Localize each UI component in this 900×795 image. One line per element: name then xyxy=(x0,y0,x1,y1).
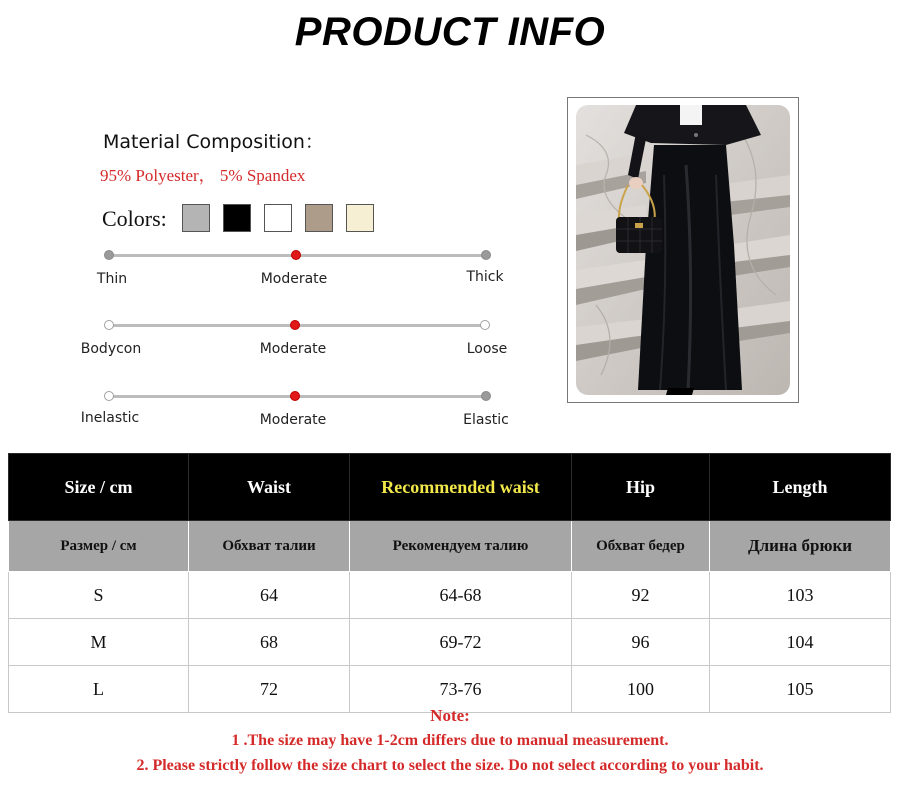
scale-dot-selected xyxy=(291,250,301,260)
scale-label-thick: Thick xyxy=(466,269,504,285)
cell-length: 103 xyxy=(710,572,891,619)
product-photo xyxy=(576,105,790,395)
table-row xyxy=(9,572,891,619)
header-length: Length xyxy=(710,454,891,521)
color-swatch-beige[interactable] xyxy=(346,204,374,232)
cell-waist: 64 xyxy=(189,572,350,619)
fit-scale xyxy=(0,324,560,384)
header-hip: Hip xyxy=(572,454,710,521)
elasticity-scale xyxy=(0,395,560,455)
color-swatch-white[interactable] xyxy=(264,204,292,232)
scale-dot-selected xyxy=(290,320,300,330)
subheader-size: Размер / см xyxy=(9,521,189,572)
page-title: PRODUCT INFO xyxy=(294,10,606,54)
scale-dot-right xyxy=(481,250,491,260)
cell-recommended-waist: 73-76 xyxy=(350,666,572,713)
color-swatches xyxy=(182,204,374,232)
scale-dot-left xyxy=(104,320,114,330)
cell-length: 104 xyxy=(710,619,891,666)
table-header-row xyxy=(9,454,891,521)
note-line-1: 1 .The size may have 1-2cm differs due to manual measurement. xyxy=(231,732,669,749)
color-swatch-black[interactable] xyxy=(223,204,251,232)
color-swatch-grey[interactable] xyxy=(182,204,210,232)
product-photo-frame xyxy=(567,97,799,403)
note-title: Note: xyxy=(430,706,470,725)
scale-dot-left xyxy=(104,391,114,401)
scale-dot-left xyxy=(104,250,114,260)
scale-label-loose: Loose xyxy=(466,341,508,357)
table-subheader-row xyxy=(9,521,891,572)
size-chart-table xyxy=(8,453,891,713)
cell-hip: 100 xyxy=(572,666,710,713)
color-swatch-khaki[interactable] xyxy=(305,204,333,232)
scale-dot-selected xyxy=(290,391,300,401)
cell-size: L xyxy=(9,666,189,713)
thickness-scale xyxy=(0,254,560,314)
header-waist: Waist xyxy=(189,454,350,521)
scale-label-thin: Thin xyxy=(96,271,128,287)
subheader-waist: Обхват талии xyxy=(189,521,350,572)
header-recommended-waist: Recommended waist xyxy=(350,454,572,521)
table-row xyxy=(9,619,891,666)
scale-label-moderate: Moderate xyxy=(260,271,328,287)
cell-hip: 96 xyxy=(572,619,710,666)
scale-dot-right xyxy=(481,391,491,401)
cell-hip: 92 xyxy=(572,572,710,619)
scale-label-moderate: Moderate xyxy=(259,412,327,428)
subheader-hip: Обхват бедер xyxy=(572,521,710,572)
scale-dot-right xyxy=(480,320,490,330)
cell-size: S xyxy=(9,572,189,619)
subheader-length: Длина брюки xyxy=(710,521,891,572)
header-size: Size / cm xyxy=(9,454,189,521)
scale-label-moderate: Moderate xyxy=(259,341,327,357)
colors-label: Colors: xyxy=(102,206,167,231)
cell-length: 105 xyxy=(710,666,891,713)
cell-recommended-waist: 69-72 xyxy=(350,619,572,666)
material-composition-value: 95% Polyester， 5% Spandex xyxy=(100,166,306,185)
subheader-recommended-waist: Рекомендуем талию xyxy=(350,521,572,572)
cell-size: M xyxy=(9,619,189,666)
note-line-2: 2. Please strictly follow the size chart to select the size. Do not select according to your habit. xyxy=(136,757,764,774)
scale-label-inelastic: Inelastic xyxy=(80,410,140,426)
cell-waist: 68 xyxy=(189,619,350,666)
cell-waist: 72 xyxy=(189,666,350,713)
scale-label-elastic: Elastic xyxy=(463,412,509,428)
cell-recommended-waist: 64-68 xyxy=(350,572,572,619)
material-composition-label: Material Composition： xyxy=(103,131,324,153)
scale-label-bodycon: Bodycon xyxy=(80,341,142,357)
